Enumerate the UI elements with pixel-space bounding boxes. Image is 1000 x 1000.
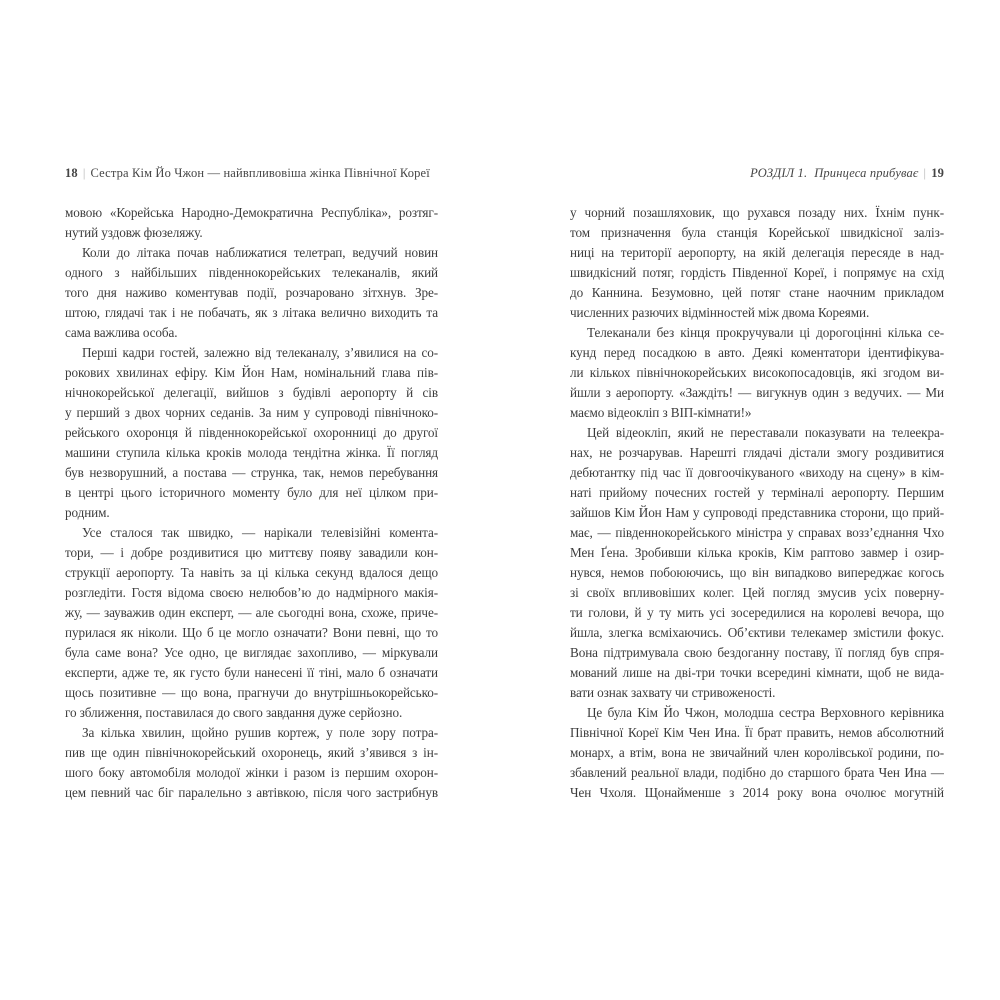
text-line: йшла, злегка всміхаючись. Об’єктиви телекамер змістили фокус. bbox=[570, 625, 944, 640]
text-line: пив ще один північнокорейський охоронець, який з’явився з ін- bbox=[65, 745, 438, 760]
chapter-title: Принцеса прибуває bbox=[814, 166, 919, 180]
text-line: збавлений реальної влади, подібно до старшого брата Чен Ина — bbox=[570, 765, 944, 780]
text-line: в центрі цього історичного моменту було для неї цілком при- bbox=[65, 485, 438, 500]
text-line: Мен Ґена. Зробивши кілька кроків, Кім раптово завмер і озир- bbox=[570, 545, 944, 560]
page-right bbox=[570, 163, 944, 803]
text-line: Коли до літака почав наближатися телетрап, ведучий новин bbox=[82, 245, 438, 260]
text-line: зайшов Кім Йон Нам у супроводі представника сторони, що прий- bbox=[570, 505, 944, 520]
text-line: експерти, адже те, як густо були нанесені її тіні, мало б означати bbox=[65, 665, 438, 680]
text-line: у чорний позашляховик, що рухався позаду них. Їхнім пунк- bbox=[570, 205, 944, 220]
text-line: до Каннина. Безумовно, цей потяг стане наочним прикладом bbox=[570, 285, 944, 300]
text-line: тори, — і добре роздивитися цю миттєву появу завадили кон- bbox=[65, 545, 438, 560]
text-line: зі своїх впливовіших колег. Цей погляд змусив усіх поверну- bbox=[570, 585, 944, 600]
text-line: жу, — зауважив один експерт, — але сьогодні вона, схоже, приче- bbox=[65, 605, 438, 620]
text-line: шого боку автомобіля молодої жінки і разом із першим охорон- bbox=[65, 765, 438, 780]
text-line: ниці на території аеропорту, на якій делегація пересяде в над- bbox=[570, 245, 944, 260]
text-line: нутий уздовж фюзеляжу. bbox=[65, 225, 203, 240]
paragraph bbox=[65, 523, 438, 723]
text-line: одного з найбільших південнокорейських телеканалів, який bbox=[65, 265, 438, 280]
text-line: штою, глядачі так і не побачать, як з літака велично виходить та bbox=[65, 305, 438, 320]
text-line: родним. bbox=[65, 505, 110, 520]
text-line: у перший з двох чорних седанів. За ним у супроводі північноко- bbox=[65, 405, 438, 420]
body-text-right bbox=[570, 203, 944, 803]
text-line: Чен Чхоля. Щонайменше з 2014 року вона очолює могутній bbox=[570, 785, 944, 800]
page-number-right: 19 bbox=[931, 166, 944, 180]
text-line: нах, не розчарував. Нарешті глядачі дістали змогу роздивитися bbox=[570, 445, 944, 460]
text-line: Північної Кореї Кім Чен Ина. Її брат править, немов абсолютний bbox=[570, 725, 944, 740]
text-line: Вона підтримувала свою бездоганну поставу, її погляд був спря- bbox=[570, 645, 944, 660]
paragraph bbox=[65, 723, 438, 803]
text-line: щось позитивне — що вона, прагнучи до внутрішньокорейсько- bbox=[65, 685, 438, 700]
text-line: Телеканали без кінця прокручували ці дорогоцінні кілька се- bbox=[587, 325, 944, 340]
text-line: була саме вона? Усе одно, це виглядає захопливо, — міркували bbox=[65, 645, 438, 660]
paragraph bbox=[570, 323, 944, 423]
text-line: За кілька хвилин, щойно рушив кортеж, у поле зору потра- bbox=[82, 725, 438, 740]
text-line: ли кількох північнокорейських високопосадовців, які згодом ви- bbox=[570, 365, 944, 380]
text-line: цем певний час біг паралельно з автівкою, після чого застрибнув bbox=[65, 785, 438, 800]
paragraph bbox=[570, 423, 944, 703]
text-line: швидкісний потяг, гордість Південної Кореї, і попрямує на схід bbox=[570, 265, 944, 280]
text-line: рокових хвилинах ефіру. Кім Йон Нам, номінальний глава пів- bbox=[65, 365, 438, 380]
text-line: го зближення, поставилася до свого завдання дуже серйозно. bbox=[65, 705, 403, 720]
running-head-right bbox=[570, 163, 944, 183]
text-line: мовою «Корейська Народно-Демократична Республіка», розтяг- bbox=[65, 205, 438, 220]
running-title-left: Сестра Кім Йо Чжон — найвпливовіша жінка Північної Кореї bbox=[90, 166, 430, 180]
text-line: монарх, а втім, вона не звичайний член королівської родини, по- bbox=[570, 745, 944, 760]
page-number-left: 18 bbox=[65, 166, 78, 180]
text-line: нувся, немов побоюючись, що він випадково випереджає когось bbox=[570, 565, 944, 580]
paragraph bbox=[570, 203, 944, 323]
text-line: йшли з аеропорту. «Заждіть! — вигукнув один з ведучих. — Ми bbox=[570, 385, 944, 400]
text-line: був незворушний, а постава — струнка, так, немов перебування bbox=[65, 465, 438, 480]
text-line: ти голови, й у ту мить усі зосередилися на королеві вечора, що bbox=[570, 605, 944, 620]
page-left bbox=[65, 163, 438, 803]
paragraph bbox=[570, 703, 944, 803]
body-text-left bbox=[65, 203, 438, 803]
text-line: численних разючих відмінностей між двома Кореями. bbox=[570, 305, 870, 320]
text-line: маємо відеокліп з ВІП-кімнати!» bbox=[570, 405, 752, 420]
paragraph bbox=[65, 343, 438, 523]
text-line: дебютантку під час її довгоочікуваного «виходу на сцену» в кім- bbox=[570, 465, 944, 480]
text-line: Це була Кім Йо Чжон, молодша сестра Верховного керівника bbox=[587, 705, 944, 720]
header-separator-right: | bbox=[923, 166, 927, 180]
paragraph bbox=[65, 203, 438, 243]
text-line: рейського охоронця й південнокорейської охоронниці до другої bbox=[65, 425, 438, 440]
text-line: того дня наживо коментував події, розчаровано зітхнув. Зре- bbox=[65, 285, 438, 300]
text-line: наті прийому почесних гостей у терміналі аеропорту. Першим bbox=[570, 485, 944, 500]
text-line: пурилася як ніколи. Що б це могло означати? Вони певні, що то bbox=[65, 625, 438, 640]
text-line: мований лише на дві-три точки всередині кімнати, щоб не вида- bbox=[570, 665, 944, 680]
text-line: вати ознак захвату чи стривоженості. bbox=[570, 685, 776, 700]
text-line: має, — південнокорейського міністра у справах возз’єднання Чхо bbox=[570, 525, 944, 540]
text-line: розгледіти. Гостя відома своєю нелюбов’ю до надмірного макія- bbox=[65, 585, 438, 600]
text-line: том призначення була станція Корейської швидкісної заліз- bbox=[570, 225, 944, 240]
text-line: Усе сталося так швидко, — нарікали телевізійні комента- bbox=[82, 525, 438, 540]
running-head-left bbox=[65, 163, 438, 183]
text-line: кунд перед посадкою в авто. Деякі коментатори ідентифікува- bbox=[570, 345, 944, 360]
header-separator-left: | bbox=[82, 166, 86, 180]
text-line: Цей відеокліп, який не переставали показувати на телеекра- bbox=[587, 425, 944, 440]
paragraph bbox=[65, 243, 438, 343]
text-line: сама важлива особа. bbox=[65, 325, 178, 340]
text-line: струкції аеропорту. Та навіть за ці кілька секунд вдалося дещо bbox=[65, 565, 438, 580]
text-line: Перші кадри гостей, залежно від телеканалу, з’явилися на со- bbox=[82, 345, 438, 360]
text-line: нічнокорейської делегації, вийшов з будівлі аеропорту й сів bbox=[65, 385, 438, 400]
chapter-label: РОЗДІЛ 1. bbox=[750, 166, 808, 180]
text-line: машини ступила кілька кроків молода тендітна жінка. Її погляд bbox=[65, 445, 438, 460]
